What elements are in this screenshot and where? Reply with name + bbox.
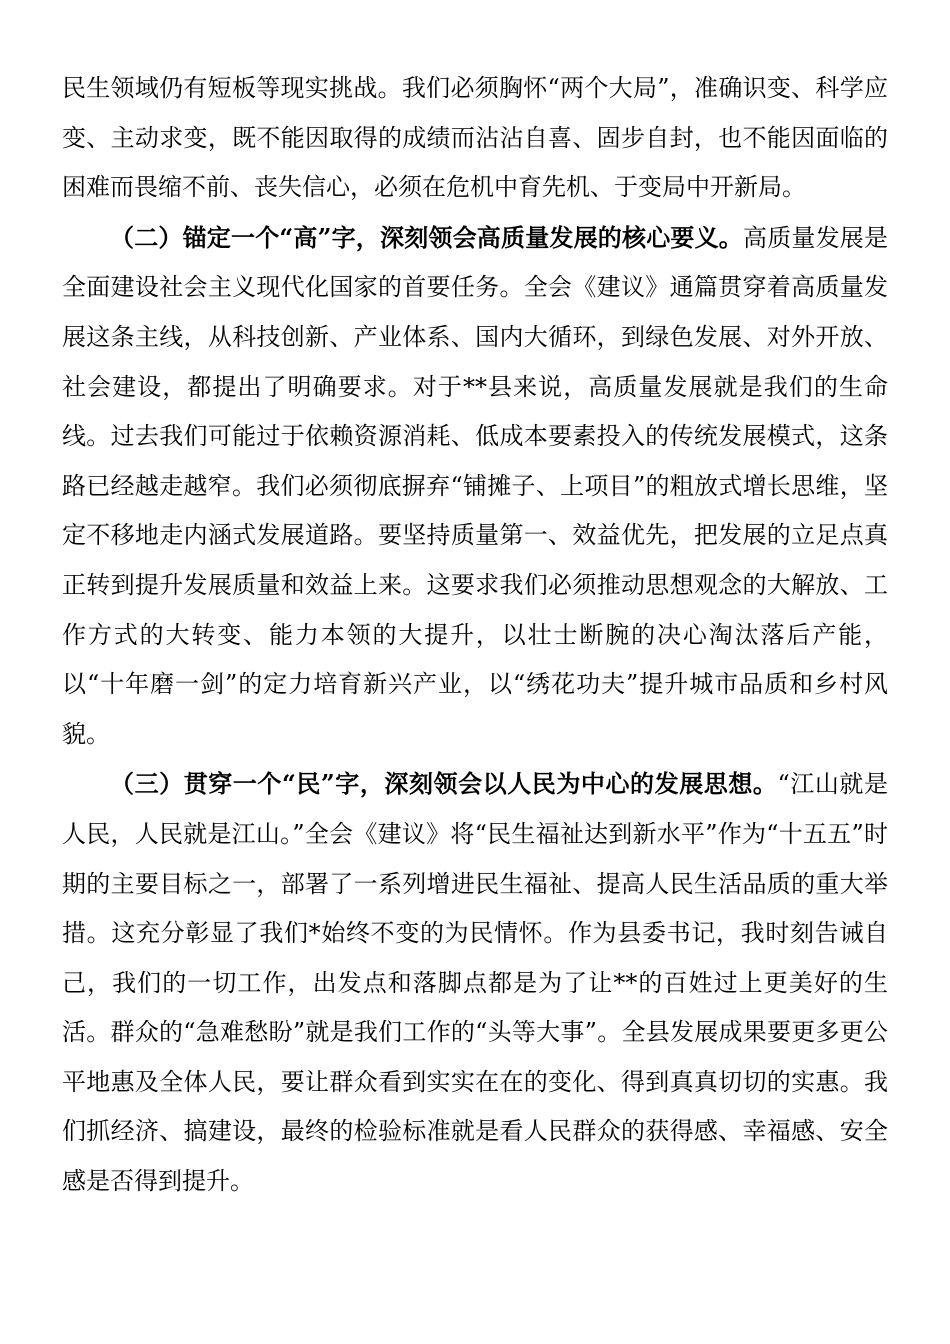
section-heading: （二）锚定一个“高”字，深刻领会高质量发展的核心要义。 [110, 222, 743, 252]
paragraph-text: 民生领域仍有短板等现实挑战。我们必须胸怀“两个大局”，准确识变、科学应变、主动求变，既不能因取得的成绩而沾沾自喜、固步自封，也不能因面临的困难而畏缩不前、丧失信心，必须在危机中育先机、于变局中开新局。 [62, 74, 888, 202]
document-page [62, 64, 888, 1207]
section-heading: （三）贯穿一个“民”字，深刻领会以人民为中心的发展思想。 [110, 769, 778, 799]
paragraph-text: 高质量发展是全面建设社会主义现代化国家的首要任务。全会《建议》通篇贯穿着高质量发展这条主线，从科技创新、产业体系、国内大循环，到绿色发展、对外开放、社会建设，都提出了明确要求。对于**县来说，高质量发展就是我们的生命线。过去我们可能过于依赖资源消耗、低成本要素投入的传统发展模式，这条路已经越走越窄。我们必须彻底摒弃“铺摊子、上项目”的粗放式增长思维，坚定不移地走内涵式发展道路。要坚持质量第一、效益优先，把发展的立足点真正转到提升发展质量和效益上来。这要求我们必须推动思想观念的大解放、工作方式的大转变、能力本领的大提升，以壮士断腕的决心淘汰落后产能，以“十年磨一剑”的定力培育新兴产业，以“绣花功夫”提升城市品质和乡村风貌。 [62, 223, 888, 748]
paragraph-continuation [62, 64, 888, 213]
paragraph-text: “江山就是人民，人民就是江山。”全会《建议》将“民生福祉达到新水平”作为“十五五”时期的主要目标之一，部署了一系列增进民生福祉、提高人民生活品质的重大举措。这充分彰显了我们*始终不变的为民情怀。作为县委书记，我时刻告诫自己，我们的一切工作，出发点和落脚点都是为了让**的百姓过上更美好的生活。群众的“急难愁盼”就是我们工作的“头等大事”。全县发展成果要更多更公平地惠及全体人民，要让群众看到实实在在的变化、得到真真切切的实惠。我们抓经济、搞建设，最终的检验标准就是看人民群众的获得感、幸福感、安全感是否得到提升。 [62, 770, 888, 1196]
paragraph-section-3 [62, 759, 888, 1206]
paragraph-section-2 [62, 213, 888, 760]
